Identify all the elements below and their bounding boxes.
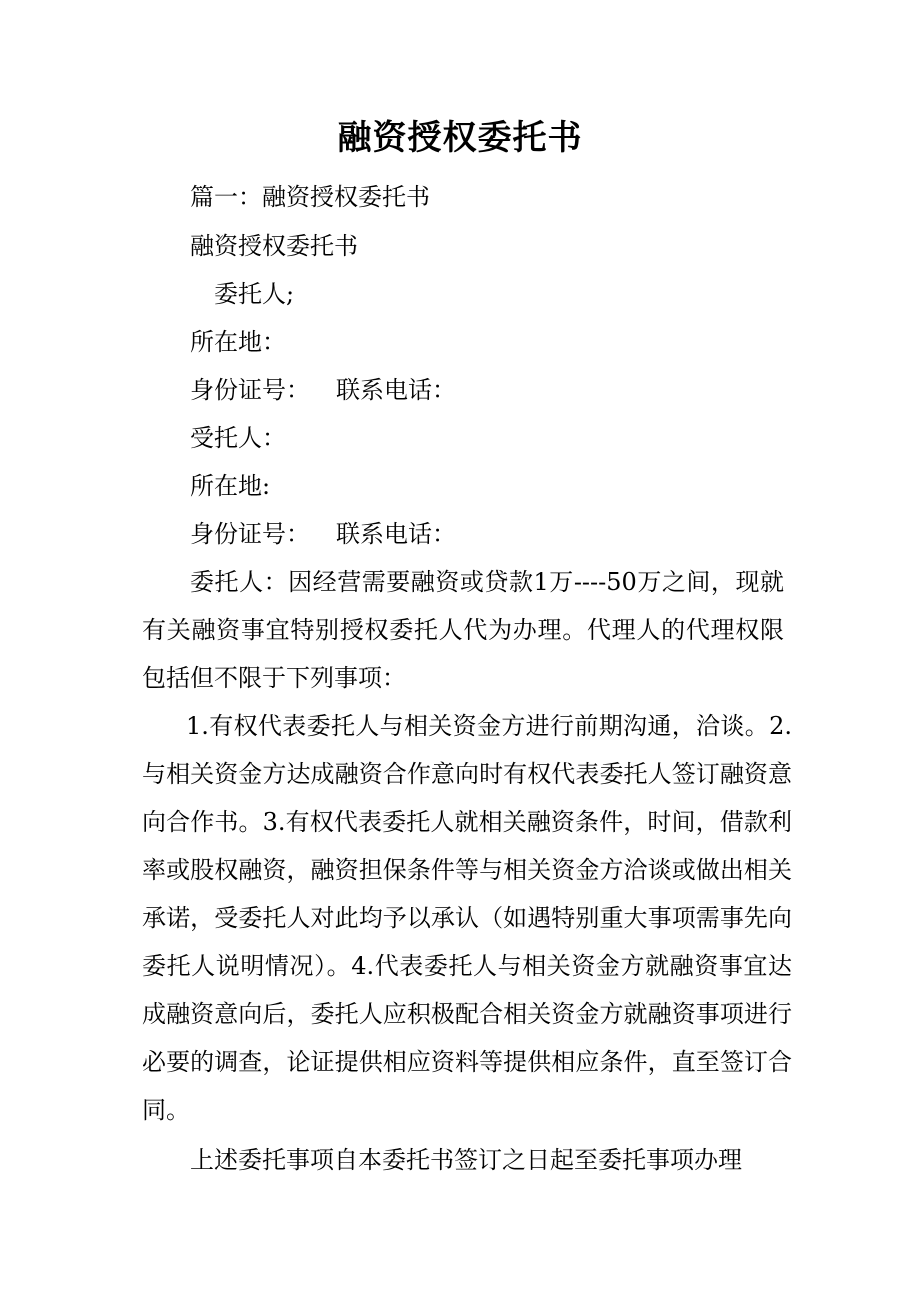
agent-id-label: 身份证号：	[190, 520, 310, 548]
principal-id-label: 身份证号：	[190, 376, 310, 404]
principal-label: 委托人;	[214, 280, 295, 308]
principal-address-label: 所在地：	[190, 328, 286, 356]
authorization-item-4: 4.代表委托人与相关资金方就融资事宜达成融资意向后，委托人应积极配合相关资金方就融资事项进行必要的调查，论证提供相应资料等提供相应条件，直至签订合同。	[142, 952, 793, 1124]
authorization-items	[142, 702, 792, 1134]
agent-address-label: 所在地:	[190, 472, 271, 500]
document-title: 融资授权委托书	[337, 118, 583, 158]
intro-paragraph: 委托人：因经营需要融资或贷款1万----50万之间，现就有关融资事宜特别授权委托人代为办理。代理人的代理权限包括但不限于下列事项：	[142, 568, 784, 692]
document-name: 融资授权委托书	[190, 232, 358, 260]
authorization-item-2: 2.与相关资金方达成融资合作意向时有权代表委托人签订融资意向合作书。	[142, 712, 792, 836]
section-heading: 篇一：融资授权委托书	[190, 183, 430, 211]
authorization-item-1: 1.有权代表委托人与相关资金方进行前期沟通，洽谈。	[186, 712, 770, 740]
closing-paragraph: 上述委托事项自本委托书签订之日起至委托事项办理	[190, 1146, 742, 1174]
agent-label: 受托人：	[190, 424, 286, 452]
principal-contact-row	[190, 370, 456, 410]
agent-contact-row	[190, 514, 456, 554]
authorization-item-3: 3.有权代表委托人就相关融资条件，时间，借款利率或股权融资，融资担保条件等与相关资金方洽谈或做出相关承诺，受委托人对此均予以承认（如遇特别重大事项需事先向委托人说明情况）。	[142, 808, 793, 980]
agent-phone-label: 联系电话：	[336, 520, 456, 548]
principal-phone-label: 联系电话：	[336, 376, 456, 404]
